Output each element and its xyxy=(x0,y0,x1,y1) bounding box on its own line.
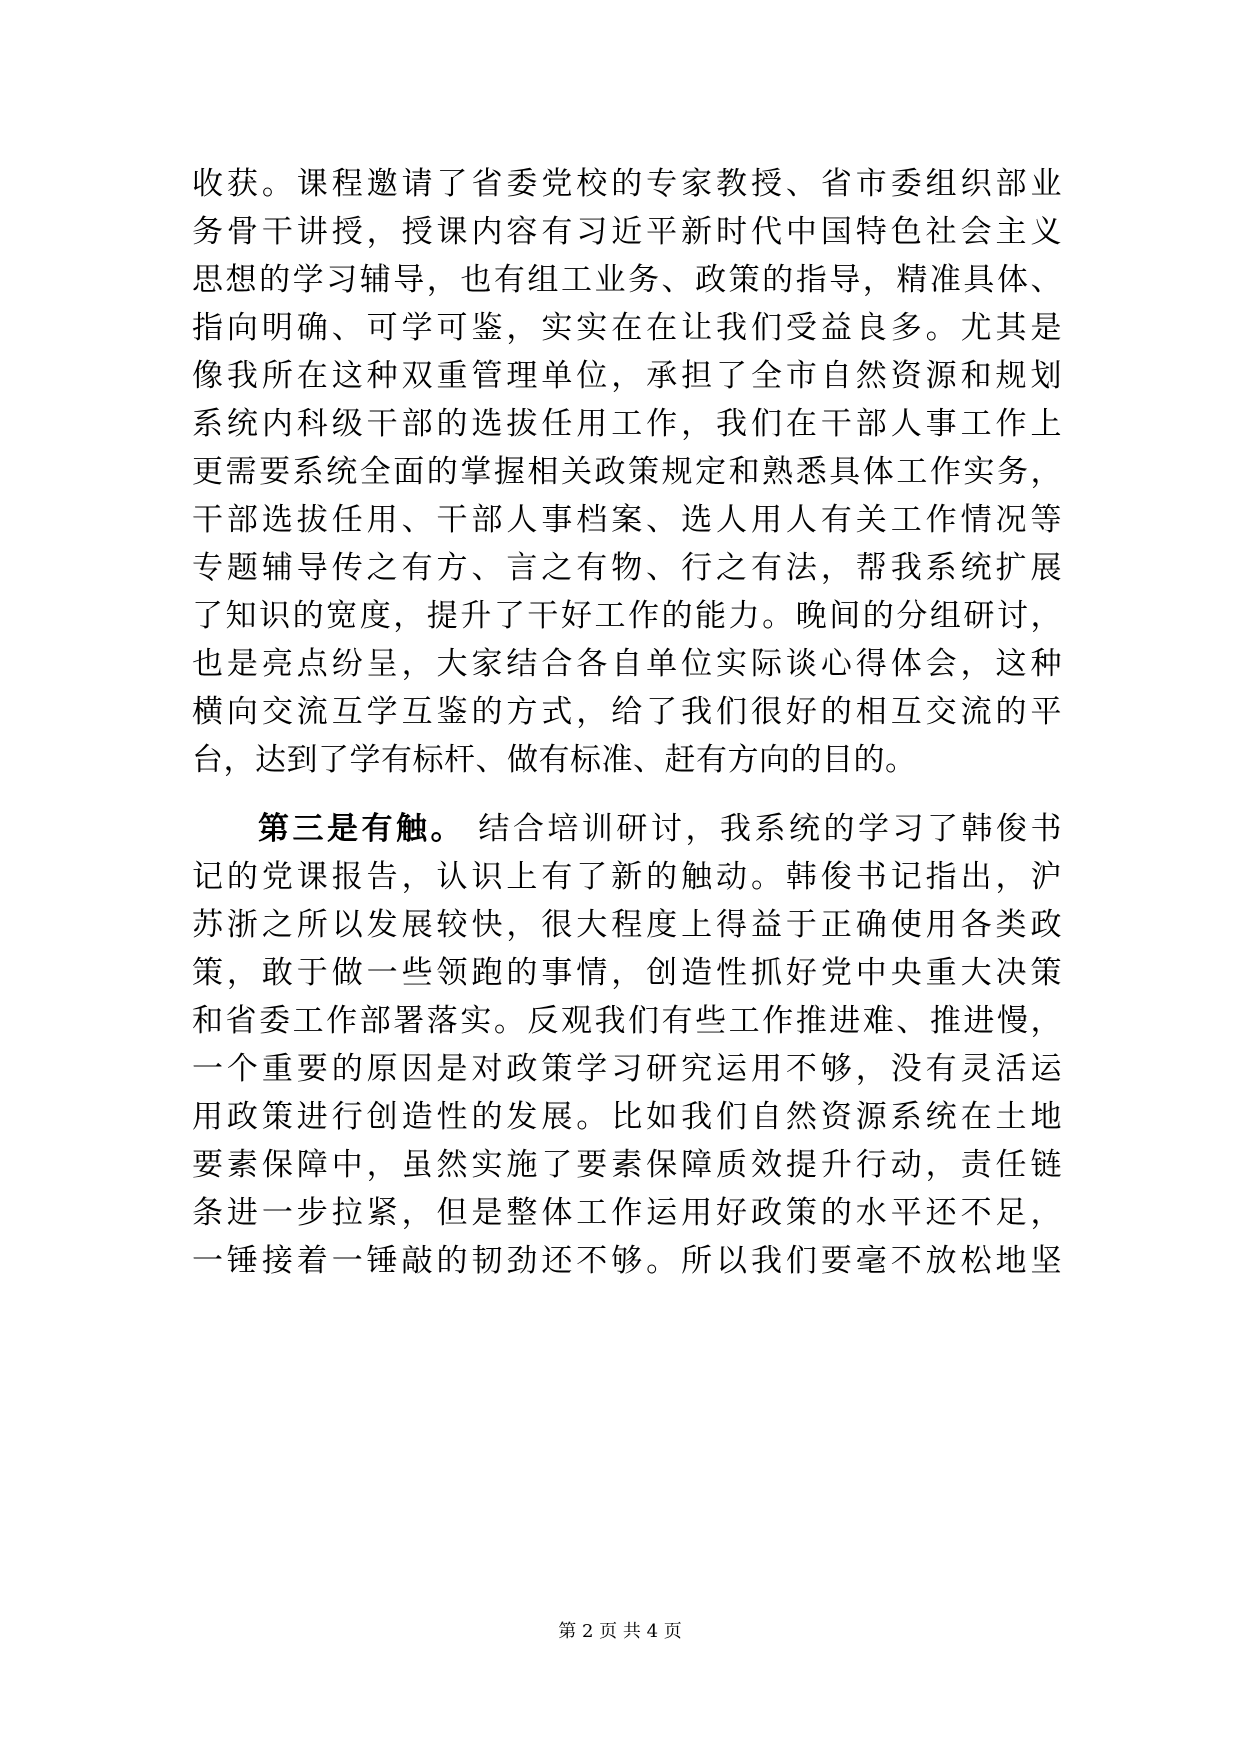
text-line: 和省委工作部署落实。反观我们有些工作推进难、推进慢， xyxy=(192,1003,1062,1039)
text-line: 也是亮点纷呈，大家结合各自单位实际谈心得体会，这种 xyxy=(192,646,1062,682)
text-line: 思想的学习辅导，也有组工业务、政策的指导，精准具体、 xyxy=(192,262,1062,298)
text-line: 要素保障中，虽然实施了要素保障质效提升行动，责任链 xyxy=(192,1147,1062,1183)
body-text xyxy=(192,160,1062,1285)
text-line: 记的党课报告，认识上有了新的触动。韩俊书记指出，沪 xyxy=(192,859,1062,895)
text-line: 策，敢于做一些领跑的事情，创造性抓好党中央重大决策 xyxy=(192,955,1062,991)
text-line: 条进一步拉紧，但是整体工作运用好政策的水平还不足， xyxy=(192,1195,1062,1231)
text-line: 了知识的宽度，提升了干好工作的能力。晚间的分组研讨， xyxy=(192,598,1062,634)
text-line: 台，达到了学有标杆、做有标准、赶有方向的目的。 xyxy=(192,742,917,778)
text-line: 像我所在这种双重管理单位，承担了全市自然资源和规划 xyxy=(192,358,1062,394)
text-line: 用政策进行创造性的发展。比如我们自然资源系统在土地 xyxy=(192,1099,1062,1135)
text-line: 横向交流互学互鉴的方式，给了我们很好的相互交流的平 xyxy=(192,694,1062,730)
text-line: 一锤接着一锤敲的韧劲还不够。所以我们要毫不放松地坚 xyxy=(192,1243,1062,1279)
paragraph-2-first-line xyxy=(192,805,1062,853)
paragraph-1 xyxy=(192,160,1062,784)
text-line: 专题辅导传之有方、言之有物、行之有法，帮我系统扩展 xyxy=(192,550,1062,586)
text-line: 收获。课程邀请了省委党校的专家教授、省市委组织部业 xyxy=(192,166,1062,202)
section-heading: 第三是有触。 xyxy=(258,811,466,847)
text-line: 更需要系统全面的掌握相关政策规定和熟悉具体工作实务， xyxy=(192,454,1062,490)
text-run: 结合培训研讨，我系统的学习了韩俊书 xyxy=(465,811,1062,847)
page-number-footer: 第 2 页 共 4 页 xyxy=(558,1621,682,1642)
text-line: 一个重要的原因是对政策学习研究运用不够，没有灵活运 xyxy=(192,1051,1062,1087)
paragraph-spacing xyxy=(192,784,1062,805)
text-line: 务骨干讲授，授课内容有习近平新时代中国特色社会主义 xyxy=(192,214,1062,250)
paragraph-2 xyxy=(192,805,1062,1285)
text-line: 系统内科级干部的选拔任用工作，我们在干部人事工作上 xyxy=(192,406,1062,442)
text-line: 苏浙之所以发展较快，很大程度上得益于正确使用各类政 xyxy=(192,907,1062,943)
text-line: 指向明确、可学可鉴，实实在在让我们受益良多。尤其是 xyxy=(192,310,1062,346)
text-line: 干部选拔任用、干部人事档案、选人用人有关工作情况等 xyxy=(192,502,1062,538)
